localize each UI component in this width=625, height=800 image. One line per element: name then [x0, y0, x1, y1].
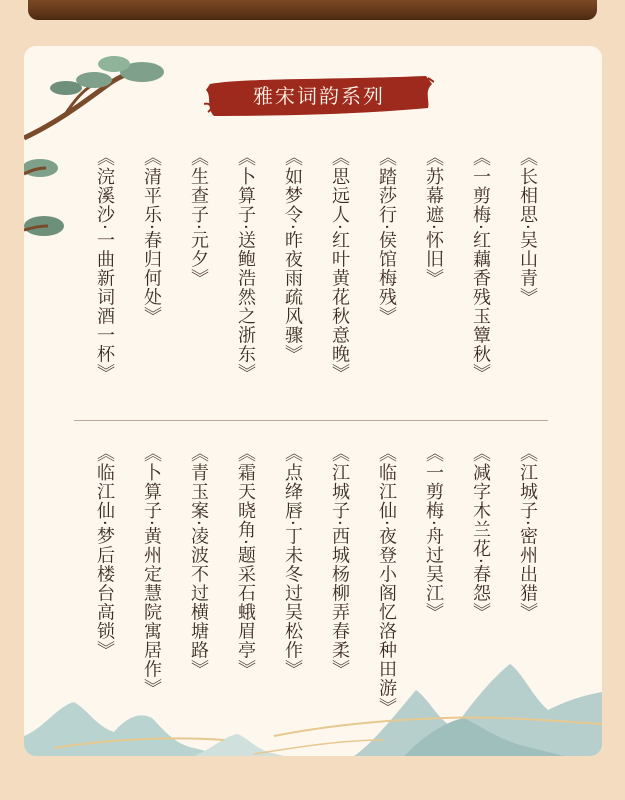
title-banner [204, 74, 434, 118]
poem-title: 《江城子·密州出猎》 [517, 444, 538, 622]
poem-title: 《踏莎行·侯馆梅残》 [376, 148, 397, 326]
poem-title: 《江城子·西城杨柳弄春柔》 [329, 444, 350, 679]
poem-title: 《清平乐·春归何处》 [141, 148, 162, 326]
poem-title: 《一剪梅·红藕香残玉簟秋》 [470, 148, 491, 383]
poem-title: 《生查子·元夕》 [188, 148, 209, 288]
wood-frame-strip [28, 0, 597, 20]
poem-title: 《苏幕遮·怀旧》 [423, 148, 444, 288]
poem-title: 《减字木兰花·春怨》 [470, 444, 491, 622]
poem-title: 《霜天晓角·题采石蛾眉亭》 [235, 444, 256, 679]
poem-title: 《临江仙·梦后楼台高锁》 [94, 444, 115, 660]
poem-title: 《一剪梅·舟过吴江》 [423, 444, 444, 622]
poem-title: 《临江仙·夜登小阁忆洛种田游》 [376, 444, 397, 717]
poem-title: 《卜算子·送鲍浩然之浙东》 [235, 148, 256, 383]
poem-title: 《点绛唇·丁未冬过吴松作》 [282, 444, 303, 679]
section-divider [74, 420, 548, 421]
poem-title: 《思远人·红叶黄花秋意晚》 [329, 148, 350, 383]
poem-title: 《卜算子·黄州定慧院寓居作》 [141, 444, 162, 698]
mountain-landscape-illustration [24, 636, 602, 756]
poem-list-card [24, 46, 602, 756]
banner-title: 雅宋词韵系列 [253, 84, 385, 108]
poem-title: 《长相思·吴山青》 [517, 148, 538, 307]
poem-title: 《如梦令·昨夜雨疏风骤》 [282, 148, 303, 364]
poem-title: 《青玉案·凌波不过横塘路》 [188, 444, 209, 679]
poem-title: 《浣溪沙·一曲新词酒一杯》 [94, 148, 115, 383]
